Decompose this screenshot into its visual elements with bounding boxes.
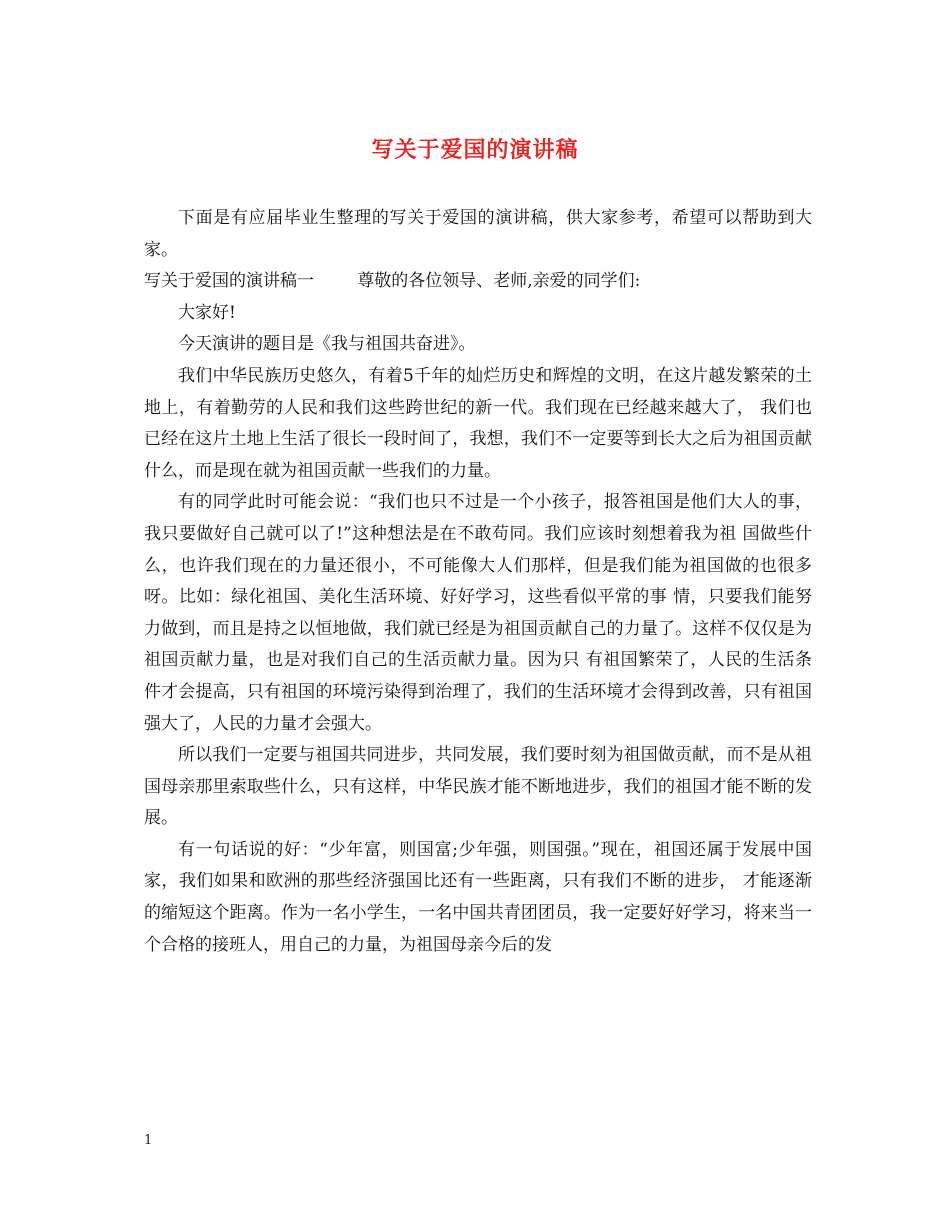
body-paragraph: 所以我们一定要与祖国共同进步，共同发展，我们要时刻为祖国做贡献，而不是从祖国母亲那里索取些什么，只有这样，中华民族才能不断地进步，我们的祖国才能不断的发展。 xyxy=(144,745,812,829)
greeting-paragraph: 大家好! xyxy=(178,302,236,323)
document-body xyxy=(144,203,812,961)
page-number: 1 xyxy=(144,1133,153,1148)
body-paragraph: 我们中华民族历史悠久，有着5千年的灿烂历史和辉煌的文明，在这片越发繁荣的土地上，有着勤劳的人民和我们这些跨世纪的新一代。我们现在已经越来越大了， 我们也已经在这片土地上生活了很长一段时间了，我想，我们不一定要等到长大之后为祖国贡献什么，而是现在就为祖国贡献一些我们的力量。 xyxy=(144,365,812,481)
speech-heading-line: 写关于爱国的演讲稿一 尊敬的各位领导、老师,亲爱的同学们: xyxy=(144,271,641,292)
document-title: 写关于爱国的演讲稿 xyxy=(371,137,579,163)
topic-paragraph: 今天演讲的题目是《我与祖国共奋进》。 xyxy=(178,334,476,355)
intro-paragraph: 下面是有应届毕业生整理的写关于爱国的演讲稿，供大家参考，希望可以帮助到大家。 xyxy=(144,208,812,260)
body-paragraph: 有的同学此时可能会说：“我们也只不过是一个小孩子，报答祖国是他们大人的事，我只要做好自己就可以了!”这种想法是在不敢苟同。我们应该时刻想着我为祖 国做些什么，也许我们现在的力量还很小，不可能像大人们那样，但是我们能为祖国做的也很多呀。比如：绿化祖国、美化生活环境、好好学习，这些看似平常的事 情，只要我们能努力做到，而且是持之以恒地做，我们就已经是为祖国贡献自己的力量了。这样不仅仅是为祖国贡献力量，也是对我们自己的生活贡献力量。因为只 有祖国繁荣了，人民的生活条件才会提高，只有祖国的环境污染得到治理了，我们的生活环境才会得到改善，只有祖国强大了，人民的力量才会强大。 xyxy=(144,492,812,734)
body-paragraph: 有一句话说的好：“少年富，则国富;少年强，则国强。”现在，祖国还属于发展中国家，我们如果和欧洲的那些经济强国比还有一些距离，只有我们不断的进步， 才能逐渐的缩短这个距离。作为一名小学生，一名中国共青团团员，我一定要好好学习，将来当一个合格的接班人，用自己的力量，为祖国母亲今后的发 xyxy=(144,839,812,955)
